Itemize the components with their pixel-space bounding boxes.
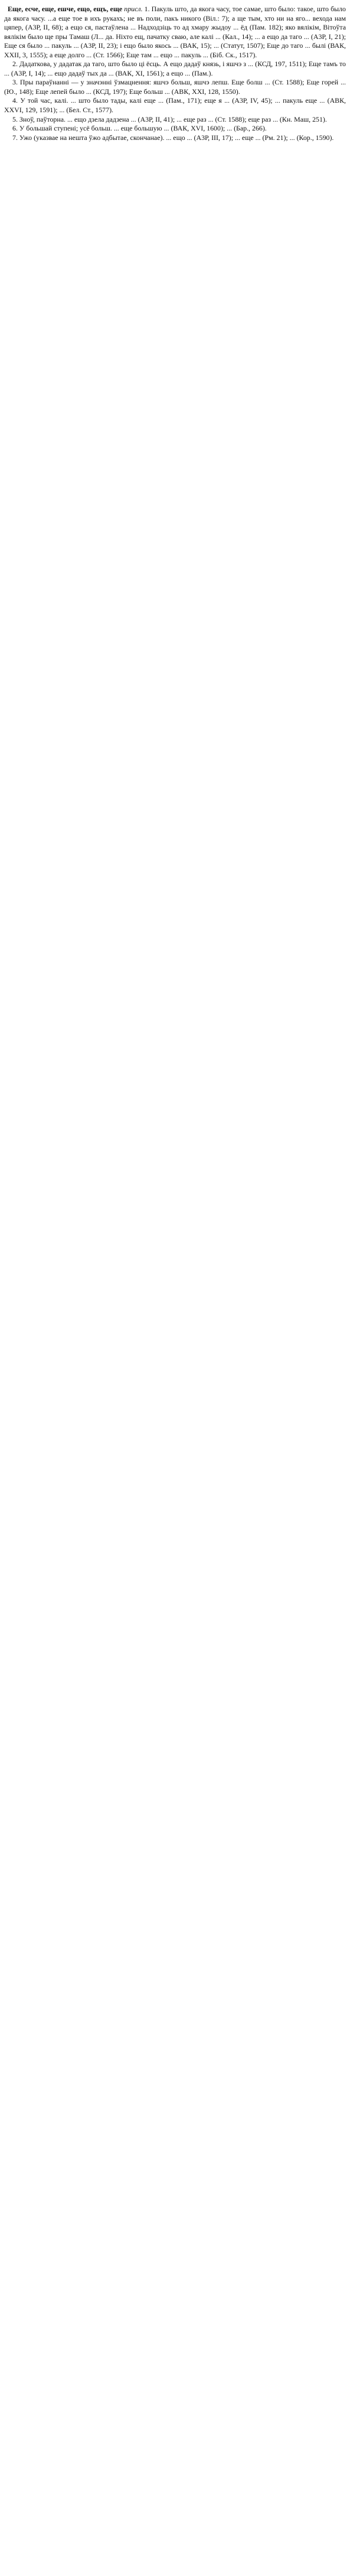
entry-sense-text: 5. Зноў, паўторна. ... ещо дзела дадзена ... (А3Р, ІІ, 41); ... еще раз ... (Ст. 1588); еще раз ... (Кн. Маш, 251). bbox=[12, 115, 327, 123]
entry-headword: Еще, есче, еще, ешче, ещо, ещъ, еще bbox=[8, 5, 123, 13]
entry-part-of-speech: присл. bbox=[124, 5, 143, 13]
entry-sense-text: 2. Дадаткова, у дадатак да таго, што было ці ёсць. А ещо дадаў князь, і яшчэ з ... (КСД, 197, 1511); Еще тамъ то ... (А3Р, І, 14); ... ещо дадаў тых да ... (ВАК, ХІ, 1561); а ещо ... (Пам.). bbox=[4, 60, 346, 77]
entry-sense-text: 7. Ужо (указвае на нешта ўжо адбытае, скончанае). ... ещо ... (А3Р, ІІІ, 17); ... еще ... (Рм. 21); ... (Кор., 1590). bbox=[12, 133, 334, 142]
entry-heading-paragraph bbox=[4, 5, 346, 60]
entry-sense-text: 6. У большай ступені; усё больш. ... еще большую ... (ВАК, ХVІ, 1600); ... (Бар., 266). bbox=[12, 124, 267, 133]
entry-sense-text: 3. Пры параўнанні — у значэнні ўзмацнення: яшчэ больш, яшчэ лепш. Еще болш ... (Ст. 1588); Еще горей ... (Ю., 148); Еще лепей было ... (КСД, 197); Еще больш ... (АВК, ХХІ, 128, 1550). bbox=[4, 78, 346, 96]
entry-sense-text: 1. Пакуль што, да якога часу, тое самае, што было: такое, што было да якога часу. ...а еще тое в ихъ рукахъ; не въ поли, пакъ никого (Віл.: 7); а ще тым, хто ни на яго... вехода нам цяпер, (А3Р, ІІ, 68); а ещо ся, пастаўлена ... Надходзіць то ад хмару жыдоу ... ёд (Пам. 182); яко вялікім, Вітоўта вялікім было ще пры Тамаш (Л... да. Ніхто ещ, пачатку сваю, але калі ... (Кал., 14); ... а ещо да таго ... (А3Р, І, 21); Еще ся было ... пакуль ... (А3Р, ІІ, 23); і ещо было якось ... (ВАК, 15); ... (Статут, 1507); Еще до таго ... былі (ВАК, ХХІІ, 3, 1555); а еще долго ... (Ст. 1566); Еще там ... ещо ... пакуль ... (Біб. Ск., 1517). bbox=[4, 5, 346, 59]
dictionary-page bbox=[4, 5, 346, 2571]
entry-sense-text: 4. У той час, калі. ... што было тады, калі еще ... (Пам., 171); еще я ... (А3Р, ІV, 45); ... пакуль еще ... (АВК, ХХVІ, 129, 1591); ... (Бел. Ст., 1577). bbox=[4, 96, 346, 115]
